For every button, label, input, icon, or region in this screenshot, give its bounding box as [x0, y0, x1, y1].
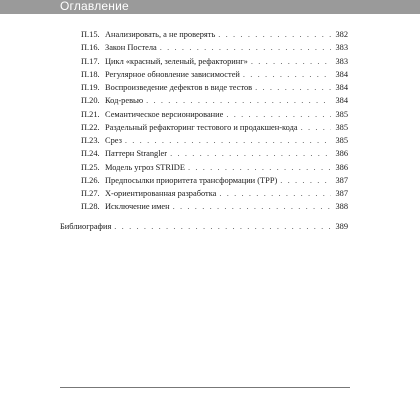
page-header-title: Оглавление — [60, 0, 129, 13]
toc-entry[interactable] — [60, 200, 348, 213]
toc-entry-page: 384 — [335, 96, 348, 106]
toc-leader-dots — [218, 28, 331, 41]
toc-entry[interactable] — [60, 81, 348, 94]
toc-leader-dots — [146, 94, 331, 107]
table-of-contents — [60, 28, 348, 233]
toc-entry-number: П.28. — [81, 202, 100, 212]
toc-entry-page: 387 — [335, 175, 348, 185]
toc-leader-dots — [255, 81, 331, 94]
toc-entry-title: Срез — [105, 136, 122, 146]
toc-entry-page: 384 — [335, 69, 348, 79]
toc-entry-number: П.18. — [81, 69, 100, 79]
toc-entry-number: П.15. — [81, 30, 100, 39]
toc-entry-page: 385 — [335, 122, 348, 132]
toc-leader-dots — [301, 121, 331, 134]
toc-entry-number: П.19. — [81, 83, 100, 93]
toc-entry-number: П.24. — [81, 149, 100, 159]
toc-leader-dots — [251, 55, 331, 68]
footer-divider — [60, 387, 350, 388]
toc-entry-page: 386 — [335, 149, 348, 159]
toc-entry-number: П.21. — [81, 109, 100, 119]
toc-entry-page: 387 — [335, 189, 348, 199]
toc-entry-number: П.25. — [81, 162, 100, 172]
toc-entry[interactable] — [60, 161, 348, 174]
toc-leader-dots — [114, 220, 331, 233]
toc-entry-number: П.27. — [81, 189, 100, 199]
toc-entry[interactable] — [60, 174, 348, 187]
toc-entry-title: X-ориентированная разработка — [105, 189, 217, 199]
toc-entry-page: 386 — [335, 162, 348, 172]
toc-entry-title: Исключение имен — [105, 202, 170, 212]
toc-entry-title: Код-ревью — [105, 96, 144, 106]
toc-entry[interactable] — [60, 55, 348, 68]
toc-entry-title: Предпосылки приоритета трансформации (TPP) — [105, 175, 278, 185]
toc-entry-page: 385 — [335, 109, 348, 119]
toc-entry-page: 383 — [335, 43, 348, 53]
toc-entry-title: Воспроизведение дефектов в виде тестов — [105, 83, 253, 93]
toc-entry-bibliography[interactable] — [60, 220, 348, 233]
toc-entry-page: 385 — [335, 136, 348, 146]
header-band — [0, 0, 420, 14]
toc-leader-dots — [173, 200, 331, 213]
toc-leader-dots — [125, 134, 331, 147]
toc-entry-title: Паттерн Strangler — [105, 149, 168, 159]
toc-entry[interactable] — [60, 28, 348, 41]
toc-entry[interactable] — [60, 147, 348, 160]
toc-entry[interactable] — [60, 187, 348, 200]
toc-entry-number: П.22. — [81, 122, 100, 132]
toc-entry-title: Раздельный рефакторинг тестового и продакшен-кода — [105, 122, 298, 132]
toc-entry-number: П.17. — [81, 56, 100, 66]
toc-leader-dots — [188, 161, 331, 174]
toc-entry-page: 382 — [335, 30, 348, 39]
toc-entry-title: Закон Постела — [105, 43, 157, 53]
toc-entry-page: 383 — [335, 56, 348, 66]
toc-leader-dots — [170, 147, 331, 160]
toc-entry-page: 388 — [335, 202, 348, 212]
toc-entry[interactable] — [60, 41, 348, 54]
toc-bibliography-page: 389 — [335, 221, 348, 231]
toc-entry-number: П.16. — [81, 43, 100, 53]
toc-entry-title: Семантическое версионирование — [105, 109, 224, 119]
toc-leader-dots — [226, 108, 331, 121]
toc-entry-title: Анализировать, а не проверять — [105, 30, 216, 39]
toc-bibliography-title: Библиография — [60, 221, 112, 231]
toc-entry[interactable] — [60, 134, 348, 147]
toc-entry-title: Модель угроз STRIDE — [105, 162, 185, 172]
toc-entry[interactable] — [60, 121, 348, 134]
toc-entry-number: П.20. — [81, 96, 100, 106]
toc-entry-title: Цикл «красный, зеленый, рефакторинг» — [105, 56, 248, 66]
toc-leader-dots — [243, 68, 331, 81]
toc-entry-page: 384 — [335, 83, 348, 93]
toc-entry[interactable] — [60, 94, 348, 107]
toc-leader-dots — [280, 174, 331, 187]
toc-leader-dots — [219, 187, 331, 200]
toc-entry[interactable] — [60, 68, 348, 81]
toc-leader-dots — [160, 41, 331, 54]
toc-entry-title: Регулярное обновление зависимостей — [105, 69, 240, 79]
toc-entry[interactable] — [60, 108, 348, 121]
toc-entry-number: П.26. — [81, 175, 100, 185]
toc-entry-number: П.23. — [81, 136, 100, 146]
